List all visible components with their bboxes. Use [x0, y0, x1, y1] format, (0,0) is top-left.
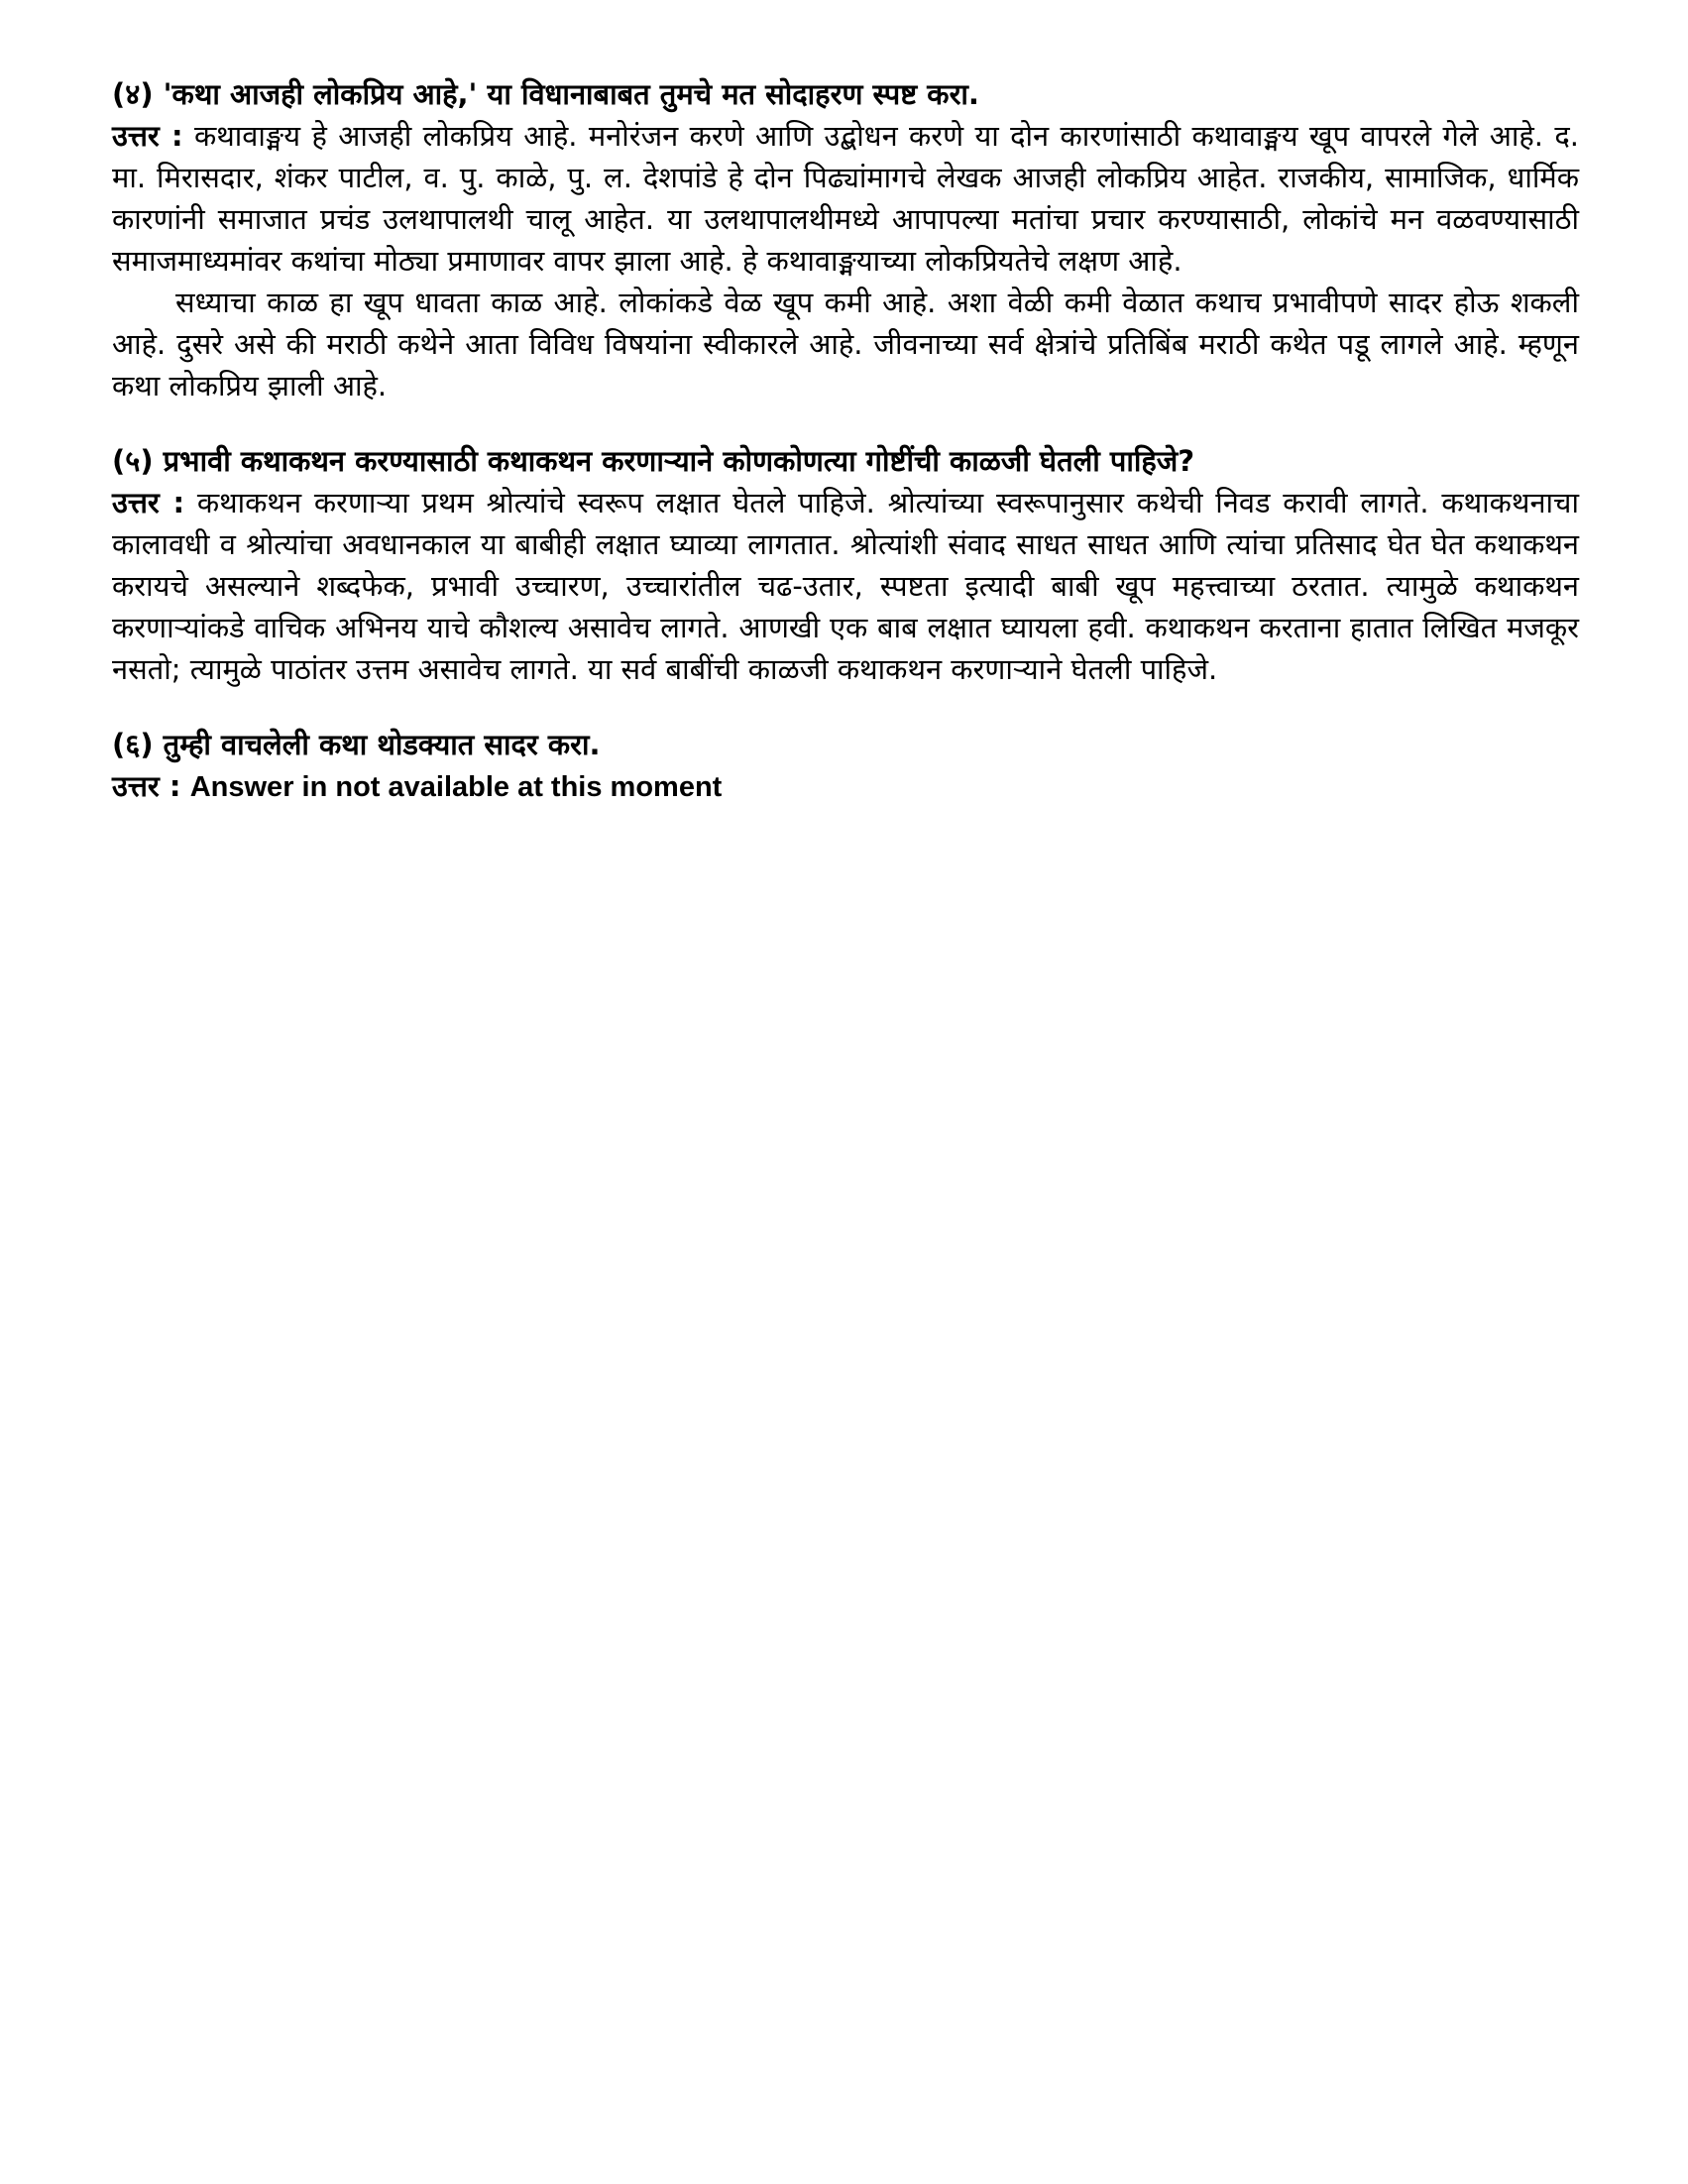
answer-paragraph: कथाकथन करणाऱ्या प्रथम श्रोत्यांचे स्वरूप लक्षात घेतले पाहिजे. श्रोत्यांच्या स्वरूपानुसार कथेची निवड करावी लागते. कथाकथनाचा कालावधी व श्रोत्यांचा अवधानकाल या बाबीही लक्षात घ्याव्या लागतात. श्रोत्यांशी संवाद साधत साधत आणि त्यांचा प्रतिसाद घेत घेत कथाकथन करायचे असल्याने शब्दफेक, प्रभावी उच्चारण, उच्चारांतील चढ-उतार, स्पष्टता इत्यादी बाबी खूप महत्त्वाच्या ठरतात. त्यामुळे कथाकथन करणाऱ्यांकडे वाचिक अभिनय याचे कौशल्य असावेच लागते. आणखी एक बाब लक्षात घ्यायला हवी. कथाकथन करताना हातात लिखित मजकूर नसतो; त्यामुळे पाठांतर उत्तम असावेच लागते. या सर्व बाबींची काळजी कथाकथन करणाऱ्याने घेतली पाहिजे. [112, 486, 1579, 686]
answer-label: उत्तर : [112, 486, 185, 519]
question-5-section [112, 440, 1579, 690]
question-6-section [112, 724, 1579, 808]
question-4-answer [112, 115, 1579, 282]
question-5-heading: (५) प्रभावी कथाकथन करण्यासाठी कथाकथन करणाऱ्याने कोणकोणत्या गोष्टींची काळजी घेतली पाहिजे? [112, 444, 1195, 478]
answer-unavailable-text: Answer in not available at this moment [189, 771, 723, 803]
document-page [112, 73, 1579, 808]
answer-label: उत्तर : [112, 119, 183, 153]
answer-label: उत्तर : [112, 769, 181, 803]
question-6-heading: (६) तुम्ही वाचलेली कथा थोडक्यात सादर करा. [112, 728, 601, 761]
question-4-heading: (४) 'कथा आजही लोकप्रिय आहे,' या विधानाबाबत तुमचे मत सोदाहरण स्पष्ट करा. [112, 77, 979, 111]
answer-paragraph: कथावाङ्मय हे आजही लोकप्रिय आहे. मनोरंजन करणे आणि उद्बोधन करणे या दोन कारणांसाठी कथावाङ्मय खूप वापरले गेले आहे. द. मा. मिरासदार, शंकर पाटील, व. पु. काळे, पु. ल. देशपांडे हे दोन पिढ्यांमागचे लेखक आजही लोकप्रिय आहेत. राजकीय, सामाजिक, धार्मिक कारणांनी समाजात प्रचंड उलथापालथी चालू आहेत. या उलथापालथीमध्ये आपापल्या मतांचा प्रचार करण्यासाठी, लोकांचे मन वळवण्यासाठी समाजमाध्यमांवर कथांचा मोठ्या प्रमाणावर वापर झाला आहे. हे कथावाङ्मयाच्या लोकप्रियतेचे लक्षण आहे. [112, 119, 1579, 278]
question-6-answer [112, 765, 1579, 808]
question-5-answer [112, 482, 1579, 690]
answer-paragraph: सध्याचा काळ हा खूप धावता काळ आहे. लोकांकडे वेळ खूप कमी आहे. अशा वेळी कमी वेळात कथाच प्रभावीपणे सादर होऊ शकली आहे. दुसरे असे की मराठी कथेने आता विविध विषयांना स्वीकारले आहे. जीवनाच्या सर्व क्षेत्रांचे प्रतिबिंब मराठी कथेत पडू लागले आहे. म्हणून कथा लोकप्रिय झाली आहे. [112, 286, 1579, 402]
question-4-section [112, 73, 1579, 406]
